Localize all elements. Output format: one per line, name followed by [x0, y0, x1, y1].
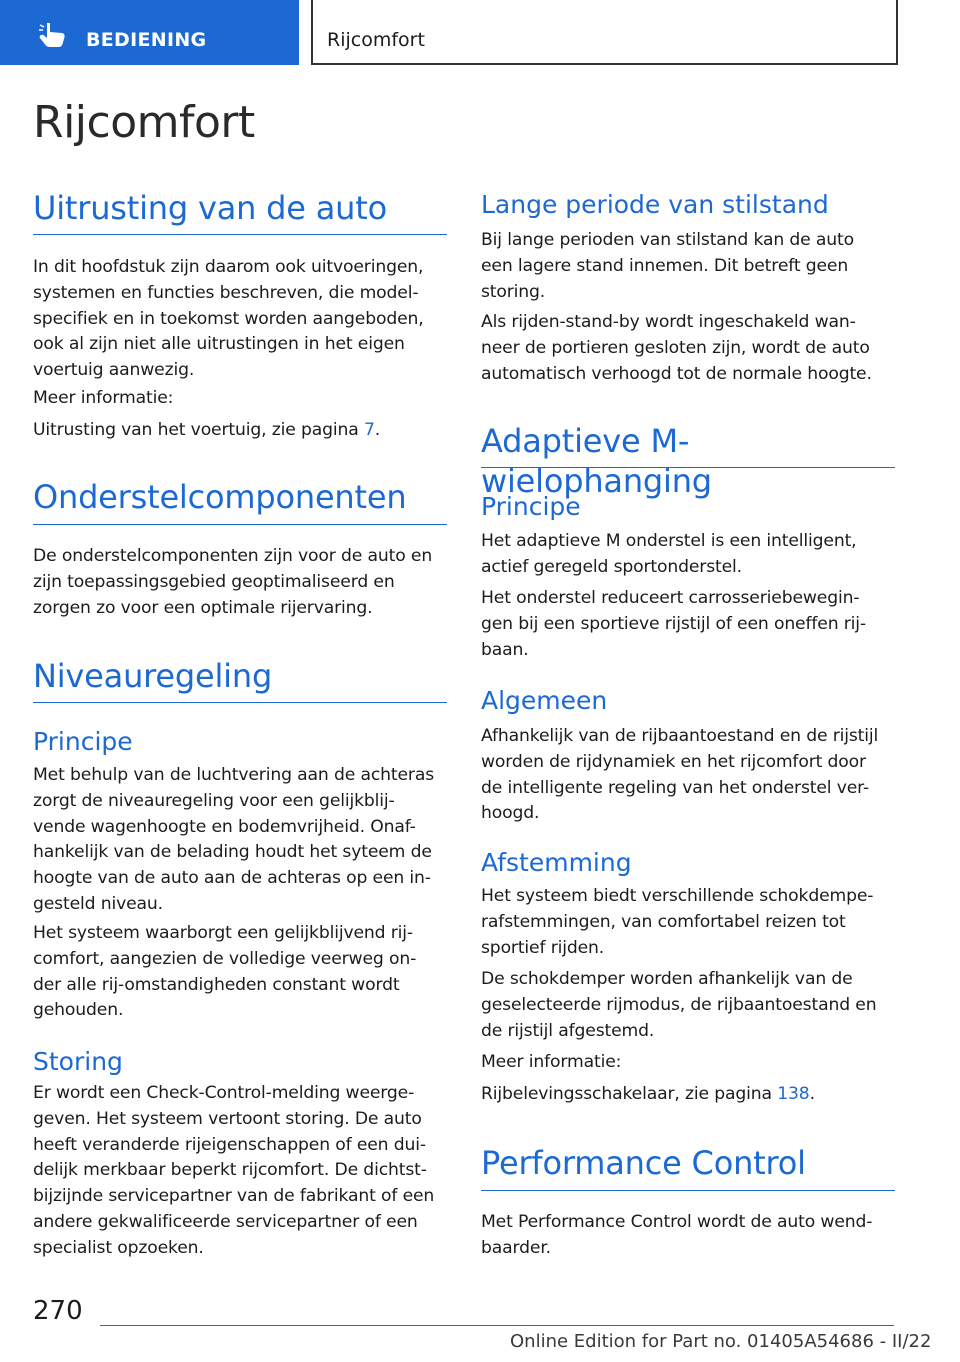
adaptief-principe-paragraph-1: Het adaptieve M onderstel is een intelligent, actief geregeld sportonderstel. — [481, 531, 857, 577]
afstemming-paragraph-1: Het systeem biedt verschillende schokdempe- rafstemmingen, van comfortabel reizen tot sportief rijden. — [481, 886, 874, 958]
uitrusting-ref-text: Uitrusting van het voertuig, zie pagina — [33, 420, 364, 440]
hand-pointer-icon — [38, 22, 66, 48]
header-section-tab — [0, 0, 299, 65]
subheading-storing: Storing — [33, 1047, 123, 1076]
heading-niveauregeling: Niveauregeling — [33, 657, 273, 695]
header-chapter-box — [311, 0, 898, 65]
storing-paragraph-1: Er wordt een Check-Control-melding weerge- geven. Het systeem vertoont storing. De auto heeft veranderde rijeigenschappen of een dui- delijk merkbaar beperkt rijcomfort. De dichtst- bijzijnde servicepartner van de fabrikant of een andere gekwalificeerde servicepartner of een specialist opzoeken. — [33, 1083, 435, 1258]
algemeen-paragraph-1: Afhankelijk van de rijbaantoestand en de rijstijl worden de rijdynamiek en het rijcomfort door de intelligente regeling van het onderstel ver- hoogd. — [481, 726, 879, 824]
heading-uitrusting: Uitrusting van de auto — [33, 189, 387, 227]
section-rule — [33, 524, 447, 525]
page-link-138[interactable]: 138 — [777, 1084, 810, 1104]
heading-onderstelcomponenten: Onderstelcomponenten — [33, 478, 407, 516]
uitrusting-ref-end: . — [374, 420, 381, 440]
adaptief-principe-paragraph-2: Het onderstel reduceert carrosseriebewegin- gen bij een sportieve rijstijl of een oneffen rij- baan. — [481, 588, 866, 660]
header-section-label: BEDIENING — [86, 29, 207, 51]
performance-paragraph-1: Met Performance Control wordt de auto wend- baarder. — [481, 1212, 873, 1258]
afstemming-paragraph-2: De schokdemper worden afhankelijk van de geselecteerde rijmodus, de rijbaantoestand en de rijstijl afgestemd. — [481, 969, 877, 1041]
section-rule — [481, 467, 895, 468]
footer-edition: Online Edition for Part no. 01405A54686 - II/22 — [510, 1331, 932, 1352]
page-number: 270 — [33, 1296, 83, 1326]
section-rule — [481, 1190, 895, 1191]
onderstel-paragraph-1: De onderstelcomponenten zijn voor de auto en zijn toepassingsgebied geoptimaliseerd en zorgen zo voor een optimale rijervaring. — [33, 546, 433, 618]
heading-adaptieve-m-wielophanging: Adaptieve M-wielophanging — [481, 422, 712, 500]
uitrusting-paragraph-2: Meer informatie: — [33, 388, 174, 408]
afstemming-ref-text: Rijbelevingsschakelaar, zie pagina — [481, 1084, 778, 1104]
subheading-principe: Principe — [481, 492, 581, 521]
afstemming-paragraph-3: Meer informatie: — [481, 1052, 622, 1072]
header-chapter-label: Rijcomfort — [327, 29, 425, 51]
stilstand-paragraph-2: Als rijden-stand-by wordt ingeschakeld wan- neer de portieren gesloten zijn, wordt de auto automatisch verhoogd tot de normale hoogte. — [481, 312, 872, 384]
footer-rule — [100, 1325, 894, 1326]
heading-performance-control: Performance Control — [481, 1144, 806, 1182]
subheading-afstemming: Afstemming — [481, 848, 632, 877]
stilstand-paragraph-1: Bij lange perioden van stilstand kan de auto een lagere stand innemen. Dit betreft geen storing. — [481, 230, 855, 302]
subheading-principe: Principe — [33, 727, 133, 756]
subheading-lange-periode: Lange periode van stilstand — [481, 190, 829, 219]
afstemming-paragraph-4 — [481, 1082, 895, 1108]
section-rule — [33, 702, 447, 703]
niveau-principe-paragraph-1: Met behulp van de luchtvering aan de achteras zorgt de niveauregeling voor een gelijkblij- vende wagenhoogte en bodemvrijheid. Onaf- hankelijk van de belading houdt het syteem de hoogte van de auto aan de achteras op een in- gesteld niveau. — [33, 765, 435, 914]
afstemming-ref-end: . — [809, 1084, 815, 1104]
page-title: Rijcomfort — [33, 97, 255, 148]
section-rule — [33, 234, 447, 235]
subheading-algemeen: Algemeen — [481, 686, 608, 715]
niveau-principe-paragraph-2: Het systeem waarborgt een gelijkblijvend rij- comfort, aangezien de volledige veerweg on- der alle rij-omstandigheden constant wordt gehouden. — [33, 923, 417, 1021]
uitrusting-paragraph-1: In dit hoofdstuk zijn daarom ook uitvoeringen, systemen en functies beschreven, die model- specifiek en in toekomst worden aangeboden, ook al zijn niet alle uitrustingen in het eigen voertuig aanwezig. — [33, 257, 424, 381]
page-link-7[interactable]: 7 — [363, 420, 375, 440]
uitrusting-paragraph-3 — [33, 418, 447, 444]
